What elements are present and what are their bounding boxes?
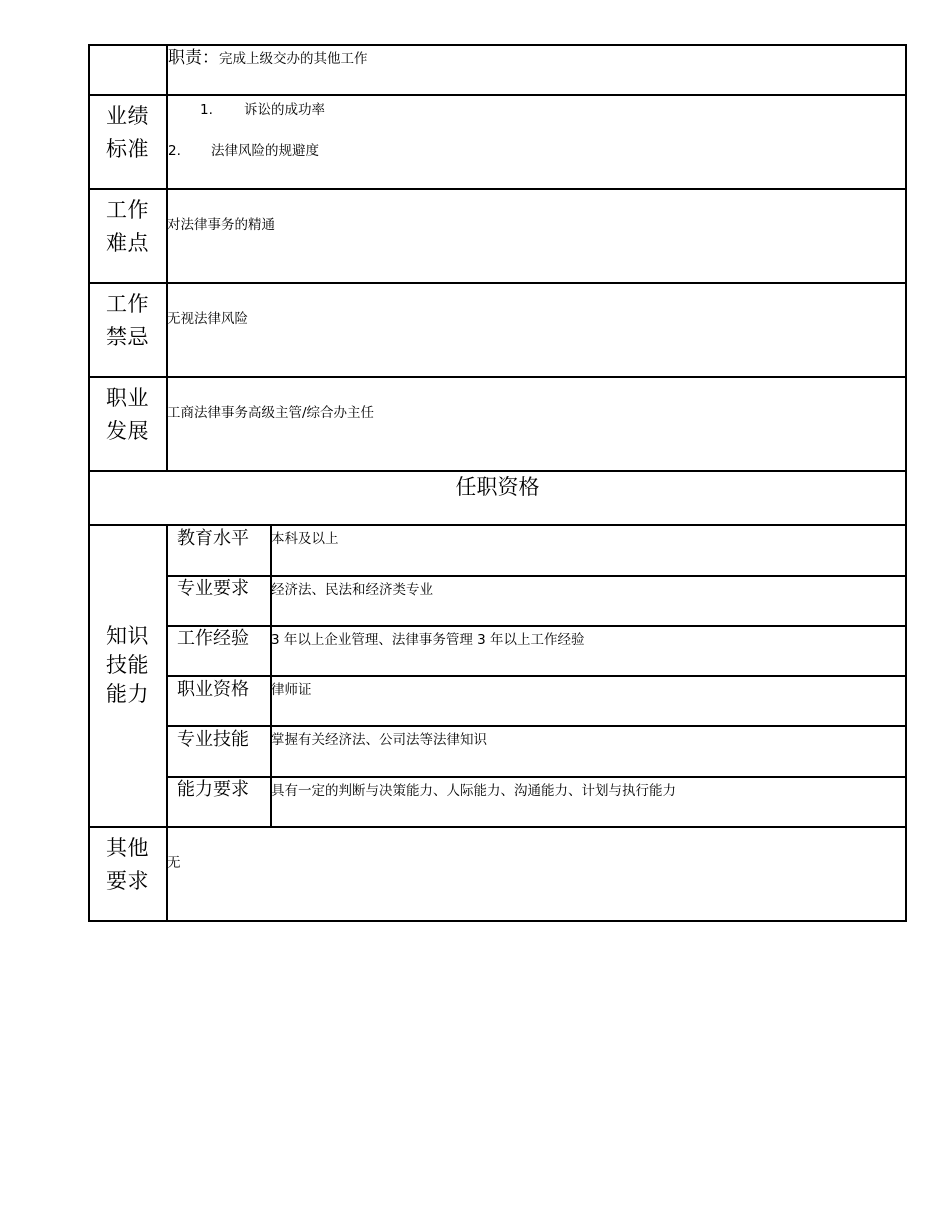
table-border-top [88,44,907,46]
duty-lead: 职责： [168,48,219,68]
other-label: 其他 要求 [106,836,149,893]
duty-text: 完成上级交办的其他工作 [219,51,368,67]
certificate-value: 律师证 [271,682,312,698]
career-text: 工商法律事务高级主管/综合办主任 [167,405,375,421]
row-divider [88,282,907,284]
certificate-label: 职业资格 [177,679,249,700]
ability-value: 具有一定的判断与决策能力、人际能力、沟通能力、计划与执行能力 [271,783,676,799]
experience-value: 3 年以上企业管理、法律事务管理 3 年以上工作经验 [271,632,585,648]
skill-label: 专业技能 [177,729,249,750]
row-divider [88,188,907,190]
row-divider [166,575,907,577]
difficulty-label: 工作 难点 [106,198,149,255]
qualification-title: 任职资格 [455,475,540,499]
difficulty-text: 对法律事务的精通 [167,217,275,233]
education-label: 教育水平 [177,528,249,549]
performance-item-1-number: 1. [200,102,213,118]
row-divider [88,376,907,378]
row-divider [166,776,907,778]
job-description-table [88,44,907,922]
row-divider [88,826,907,828]
other-text: 无 [167,855,181,871]
row-divider [166,725,907,727]
skill-value: 掌握有关经济法、公司法等法律知识 [271,732,487,748]
row-divider [88,470,907,472]
performance-item-2-number: 2. [168,143,181,159]
major-value: 经济法、民法和经济类专业 [271,582,433,598]
row-divider [166,625,907,627]
experience-label: 工作经验 [177,628,249,649]
qualification-group-label: 知识 技能 能力 [106,624,149,706]
duty-content [168,49,368,68]
taboo-label: 工作 禁忌 [106,292,149,349]
row-divider [88,524,907,526]
taboo-text: 无视法律风险 [167,311,248,327]
career-label: 职业 发展 [106,386,149,443]
row-divider [88,94,907,96]
performance-label: 业绩 标准 [106,104,149,161]
performance-item-1-text: 诉讼的成功率 [244,102,325,118]
table-border-bottom [88,920,907,922]
ability-label: 能力要求 [177,779,249,800]
performance-item-2-text: 法律风险的规避度 [211,143,319,159]
row-divider [166,675,907,677]
major-label: 专业要求 [177,578,249,599]
education-value: 本科及以上 [271,531,339,547]
